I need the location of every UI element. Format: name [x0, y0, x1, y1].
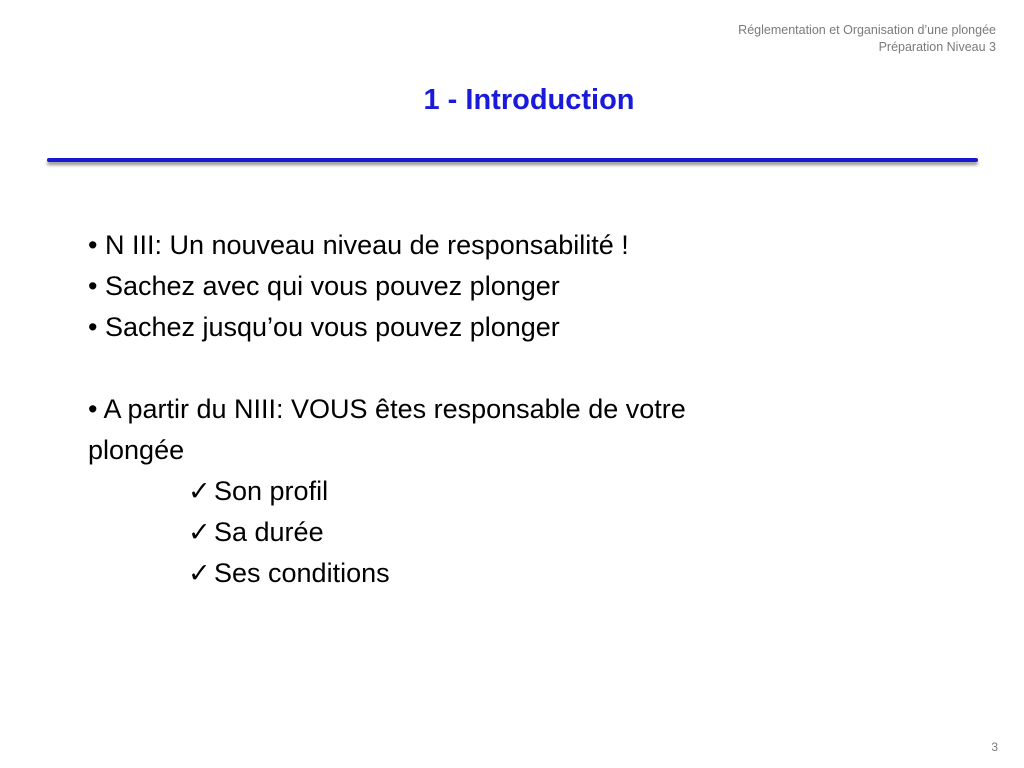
checklist-item	[88, 471, 968, 512]
slide-body	[88, 225, 968, 594]
checklist-item-label: Sa durée	[214, 517, 324, 547]
bullet-item-continuation: plongée	[88, 435, 185, 465]
checkmark-icon: ✓	[188, 517, 211, 547]
checklist-item	[88, 553, 968, 594]
checklist-item-label: Son profil	[214, 476, 329, 506]
slide-title: 1 - Introduction	[423, 84, 635, 116]
bullet-item-responsibility: • A partir du NIII: VOUS êtes responsable de votre	[88, 394, 686, 424]
slide-header	[738, 22, 996, 56]
title-underline-divider	[47, 158, 978, 162]
checklist-item	[88, 512, 968, 553]
bullet-item: • N III: Un nouveau niveau de responsabilité !	[88, 230, 629, 260]
header-level: Préparation Niveau 3	[878, 40, 996, 54]
checkmark-icon: ✓	[188, 476, 211, 506]
header-course-title: Réglementation et Organisation d’une plongée	[738, 23, 996, 37]
bullet-item: • Sachez jusqu’ou vous pouvez plonger	[88, 312, 560, 342]
checkmark-icon: ✓	[188, 558, 211, 588]
bullet-item: • Sachez avec qui vous pouvez plonger	[88, 271, 560, 301]
checklist-item-label: Ses conditions	[214, 558, 390, 588]
page-number: 3	[991, 740, 998, 754]
paragraph-spacer	[88, 348, 968, 389]
